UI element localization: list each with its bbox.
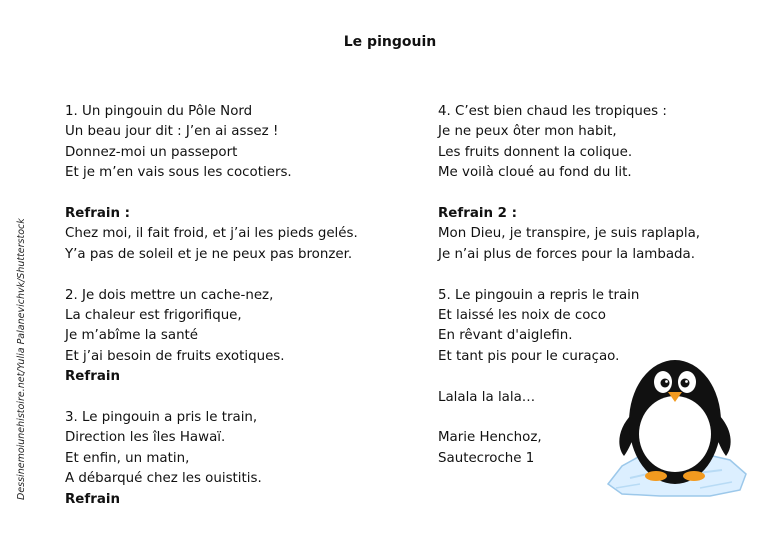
poem-line: Et j’ai besoin de fruits exotiques.: [65, 348, 285, 364]
penguin-on-ice-illustration: [600, 348, 750, 500]
poem-line: 1. Un pingouin du Pôle Nord: [65, 104, 253, 119]
poem-line: Je m’abîme la santé: [65, 328, 199, 344]
credit-text: Dessinemoiunehistoire.net/Yulia Palanevichvk/Shutterstock: [16, 218, 27, 500]
poem-line: Et tant pis pour le curaçao.: [438, 348, 620, 364]
poem-line: Direction les îles Hawaï.: [65, 430, 226, 446]
poem-line: Un beau jour dit : J’en ai assez !: [65, 124, 279, 140]
stanza-gap: [438, 184, 758, 204]
page-title: Le pingouin: [343, 34, 437, 50]
poem-line: Sautecroche 1: [438, 450, 535, 466]
image-credit: [0, 218, 27, 510]
stanza-gap: [438, 265, 758, 285]
poem-line: Marie Henchoz,: [438, 430, 542, 446]
poem-line: Y’a pas de soleil et je ne peux pas bronzer.: [65, 246, 353, 262]
poem-line: Je ne peux ôter mon habit,: [438, 124, 617, 140]
poem-line: 3. Le pingouin a pris le train,: [65, 410, 258, 426]
poem-left-column: [65, 102, 395, 510]
poem-line: La chaleur est frigorifique,: [65, 308, 242, 324]
poem-line: Chez moi, il fait froid, et j’ai les pieds gelés.: [65, 226, 358, 242]
poem-line: En rêvant d'aiglefin.: [438, 328, 573, 344]
refrain-heading: Refrain: [65, 369, 120, 385]
stanza-gap: [65, 184, 395, 204]
poem-line: 5. Le pingouin a repris le train: [438, 287, 640, 303]
poem-line: Me voilà cloué au fond du lit.: [438, 165, 632, 181]
poem-line: Je n’ai plus de forces pour la lambada.: [438, 246, 696, 262]
stanza-gap: [65, 265, 395, 285]
refrain-heading: Refrain: [65, 491, 120, 507]
refrain-heading: Refrain :: [65, 206, 130, 222]
poem-line: Les fruits donnent la colique.: [438, 144, 633, 160]
stanza-gap: [65, 388, 395, 408]
poem-line: Donnez-moi un passeport: [65, 144, 238, 160]
poem-line: Mon Dieu, je transpire, je suis raplapla,: [438, 226, 701, 242]
poem-line: A débarqué chez les ouistitis.: [65, 471, 262, 487]
poem-line: Et je m’en vais sous les cocotiers.: [65, 165, 292, 181]
refrain-heading: Refrain 2 :: [438, 206, 517, 222]
poem-line: Et enfin, un matin,: [65, 450, 190, 466]
poem-line: Lalala la lala…: [438, 389, 536, 405]
poem-line: 2. Je dois mettre un cache-nez,: [65, 287, 274, 303]
poem-line: Et laissé les noix de coco: [438, 308, 606, 324]
poem-line: 4. C’est bien chaud les tropiques :: [438, 104, 667, 119]
